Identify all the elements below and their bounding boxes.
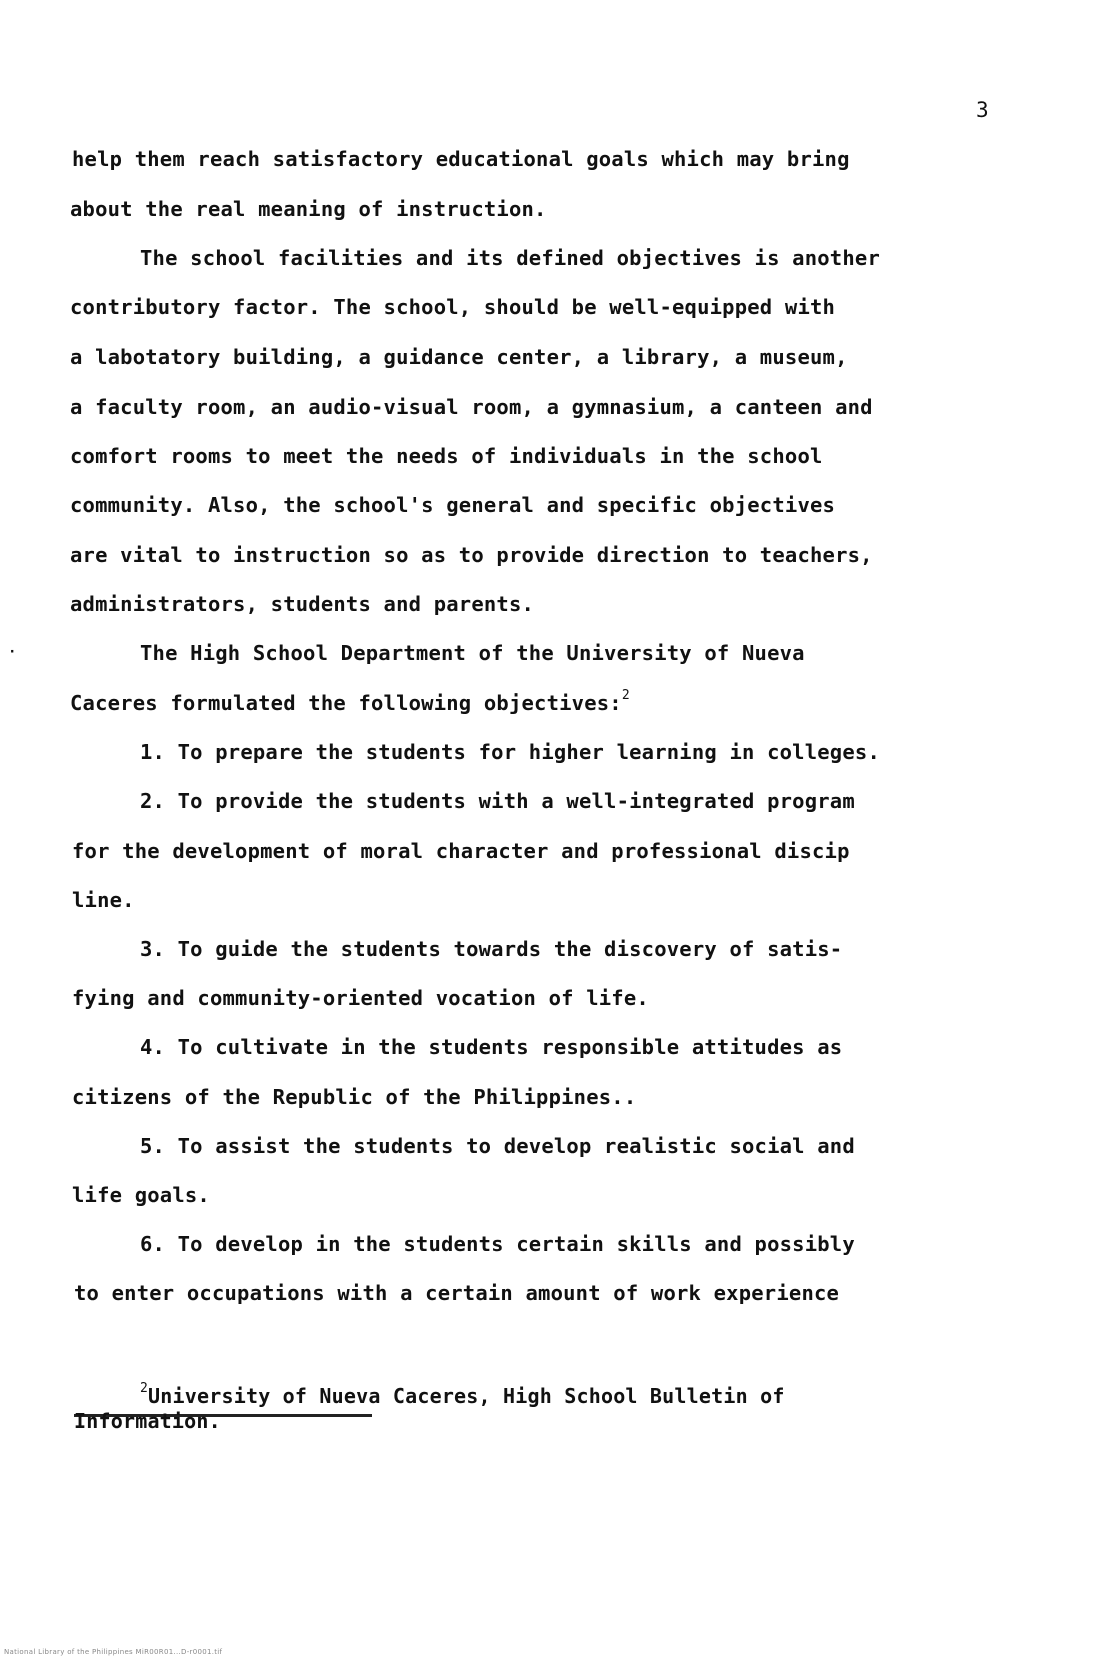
text-line-15: for the development of moral character and professional discip [72, 839, 850, 863]
text-line-22: life goals. [72, 1183, 210, 1207]
text-line-9: are vital to instruction so as to provide direction to teachers, [70, 543, 873, 567]
footnote-text: University of Nueva Caceres, High School Bulletin of [148, 1384, 785, 1408]
text-line-6: a faculty room, an audio-visual room, a gymnasium, a canteen and [70, 395, 873, 419]
text-line-20: citizens of the Republic of the Philippines.. [72, 1085, 637, 1109]
footnote-reference: 2 [621, 688, 630, 703]
text-line-12-content: Caceres formulated the following objectives: [70, 691, 622, 715]
paragraph-start-line: The school facilities and its defined objectives is another [140, 246, 880, 270]
footnote-line-2: Information. [74, 1409, 221, 1433]
text-line-1: help them reach satisfactory educational goals which may bring [72, 147, 850, 171]
text-line-2: about the real meaning of instruction. [70, 197, 547, 221]
scan-footer: National Library of the Philippines MiR00R01...D-r0001.tif [4, 1648, 223, 1656]
text-line-10: administrators, students and parents. [70, 592, 535, 616]
footnote-marker: 2 [140, 1381, 149, 1396]
text-line-5: a labotatory building, a guidance center, a library, a museum, [70, 345, 848, 369]
objective-item-5: 5. To assist the students to develop realistic social and [140, 1134, 855, 1158]
objective-item-2: 2. To provide the students with a well-integrated program [140, 789, 855, 813]
objective-item-6: 6. To develop in the students certain skills and possibly [140, 1232, 855, 1256]
margin-mark: · [8, 644, 17, 660]
text-line-12 [70, 690, 630, 720]
text-line-7: comfort rooms to meet the needs of individuals in the school [70, 444, 823, 468]
text-line-24: to enter occupations with a certain amount of work experience [74, 1281, 840, 1305]
objective-item-3: 3. To guide the students towards the discovery of satis- [140, 937, 843, 961]
objective-item-1: 1. To prepare the students for higher learning in colleges. [140, 740, 880, 764]
paragraph-start-line: The High School Department of the University of Nueva [140, 641, 805, 665]
text-line-18: fying and community-oriented vocation of life. [72, 986, 649, 1010]
text-line-16: line. [72, 888, 135, 912]
text-line-4: contributory factor. The school, should be well-equipped with [70, 295, 836, 319]
objective-item-4: 4. To cultivate in the students responsible attitudes as [140, 1035, 843, 1059]
footnote-line-1 [140, 1383, 785, 1413]
text-line-8: community. Also, the school's general and specific objectives [70, 493, 836, 517]
page-number: 3 [976, 98, 989, 122]
